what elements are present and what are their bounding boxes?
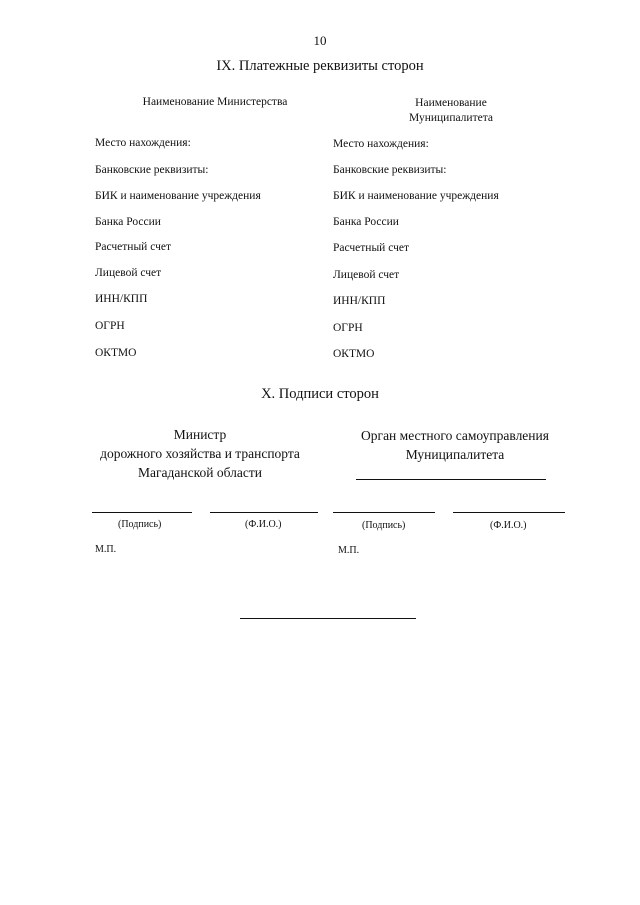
right-field-bank-details: Банковские реквизиты: xyxy=(333,164,447,176)
municipality-heading-line1: Наименование xyxy=(415,97,487,109)
left-field-ogrn: ОГРН xyxy=(95,320,125,332)
municipality-heading-line2: Муниципалитета xyxy=(409,112,493,124)
right-field-bik: БИК и наименование учреждения xyxy=(333,190,499,202)
ministry-party-title xyxy=(80,425,320,482)
municipality-party-line2: Муниципалитета xyxy=(405,447,505,462)
section-10-title: X. Подписи сторон xyxy=(261,386,379,402)
ministry-name-heading: Наименование Министерства xyxy=(142,96,288,108)
municipality-name-heading xyxy=(376,96,526,126)
right-field-oktmo: ОКТМО xyxy=(333,348,375,360)
municipality-name-line xyxy=(356,479,546,480)
page-number: 10 xyxy=(313,33,327,48)
municipality-party-title xyxy=(330,426,580,464)
right-signature-line xyxy=(333,512,435,513)
right-field-personal-account: Лицевой счет xyxy=(333,269,400,281)
municipality-party-line1: Орган местного самоуправления xyxy=(361,428,549,443)
section-9-title: IX. Платежные реквизиты сторон xyxy=(216,58,424,74)
right-name-line xyxy=(453,512,565,513)
left-field-oktmo: ОКТМО xyxy=(95,347,137,359)
ministry-party-line2: дорожного хозяйства и транспорта xyxy=(100,446,300,461)
left-field-bank-of-russia: Банка России xyxy=(95,216,161,228)
left-name-line xyxy=(210,512,318,513)
right-field-bank-of-russia: Банка России xyxy=(333,216,399,228)
left-signature-label: (Подпись) xyxy=(118,519,162,530)
end-divider-line xyxy=(240,618,416,619)
left-signature-line xyxy=(92,512,192,513)
right-field-settlement-account: Расчетный счет xyxy=(333,242,409,254)
right-field-location: Место нахождения: xyxy=(333,138,429,150)
right-name-label: (Ф.И.О.) xyxy=(490,520,527,531)
left-seal-label: М.П. xyxy=(95,544,117,555)
right-signature-label: (Подпись) xyxy=(362,520,406,531)
left-field-settlement-account: Расчетный счет xyxy=(95,241,171,253)
right-field-ogrn: ОГРН xyxy=(333,322,363,334)
left-name-label: (Ф.И.О.) xyxy=(245,519,282,530)
ministry-party-line3: Магаданской области xyxy=(138,465,262,480)
right-field-inn-kpp: ИНН/КПП xyxy=(333,295,386,307)
left-field-inn-kpp: ИНН/КПП xyxy=(95,293,148,305)
left-field-bank-details: Банковские реквизиты: xyxy=(95,164,209,176)
right-seal-label: М.П. xyxy=(338,545,360,556)
left-field-location: Место нахождения: xyxy=(95,137,191,149)
left-field-bik: БИК и наименование учреждения xyxy=(95,190,261,202)
ministry-party-line1: Министр xyxy=(173,427,227,442)
left-field-personal-account: Лицевой счет xyxy=(95,267,162,279)
